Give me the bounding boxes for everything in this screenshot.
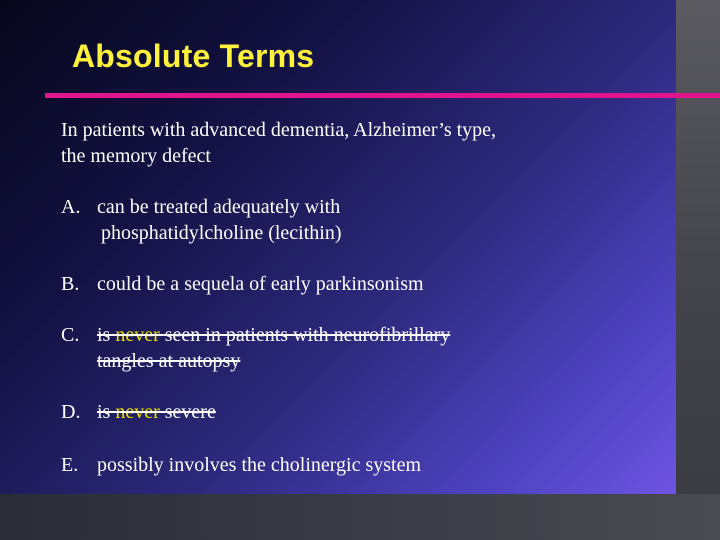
option-d <box>61 400 216 425</box>
option-b-line-1: could be a sequela of early parkinsonism <box>97 273 424 295</box>
option-a <box>61 195 340 220</box>
option-d-never-emphasis: never <box>115 401 160 423</box>
option-d-pre: is <box>97 401 116 423</box>
option-b <box>61 272 424 297</box>
option-c-post: seen in patients with neurofibrillary <box>159 324 451 346</box>
option-a-label: A. <box>61 196 81 218</box>
option-d-post: severe <box>159 401 216 423</box>
slide-title: Absolute Terms <box>72 38 315 74</box>
title-divider <box>45 93 720 98</box>
option-c-label: C. <box>61 324 80 346</box>
option-e-label: E. <box>61 454 79 476</box>
option-c-pre: is <box>97 324 116 346</box>
option-c-line-2: tangles at autopsy <box>97 350 241 372</box>
option-c-indent <box>61 349 97 374</box>
option-a-line-2: phosphatidylcholine (lecithin) <box>101 222 342 244</box>
option-c-line-2-row <box>61 349 240 374</box>
question-line-2: the memory defect <box>61 145 211 167</box>
option-b-label: B. <box>61 273 80 295</box>
option-c-never-emphasis: never <box>115 324 160 346</box>
right-frame-bar <box>676 0 720 540</box>
question-line-1: In patients with advanced dementia, Alzheimer’s type, <box>61 119 497 141</box>
bottom-frame-bar <box>0 494 720 540</box>
option-e-line-1: possibly involves the cholinergic system <box>97 454 422 476</box>
option-a-line-1: can be treated adequately with <box>97 196 341 218</box>
option-e <box>61 453 421 478</box>
option-c <box>61 323 450 348</box>
option-d-label: D. <box>61 401 81 423</box>
